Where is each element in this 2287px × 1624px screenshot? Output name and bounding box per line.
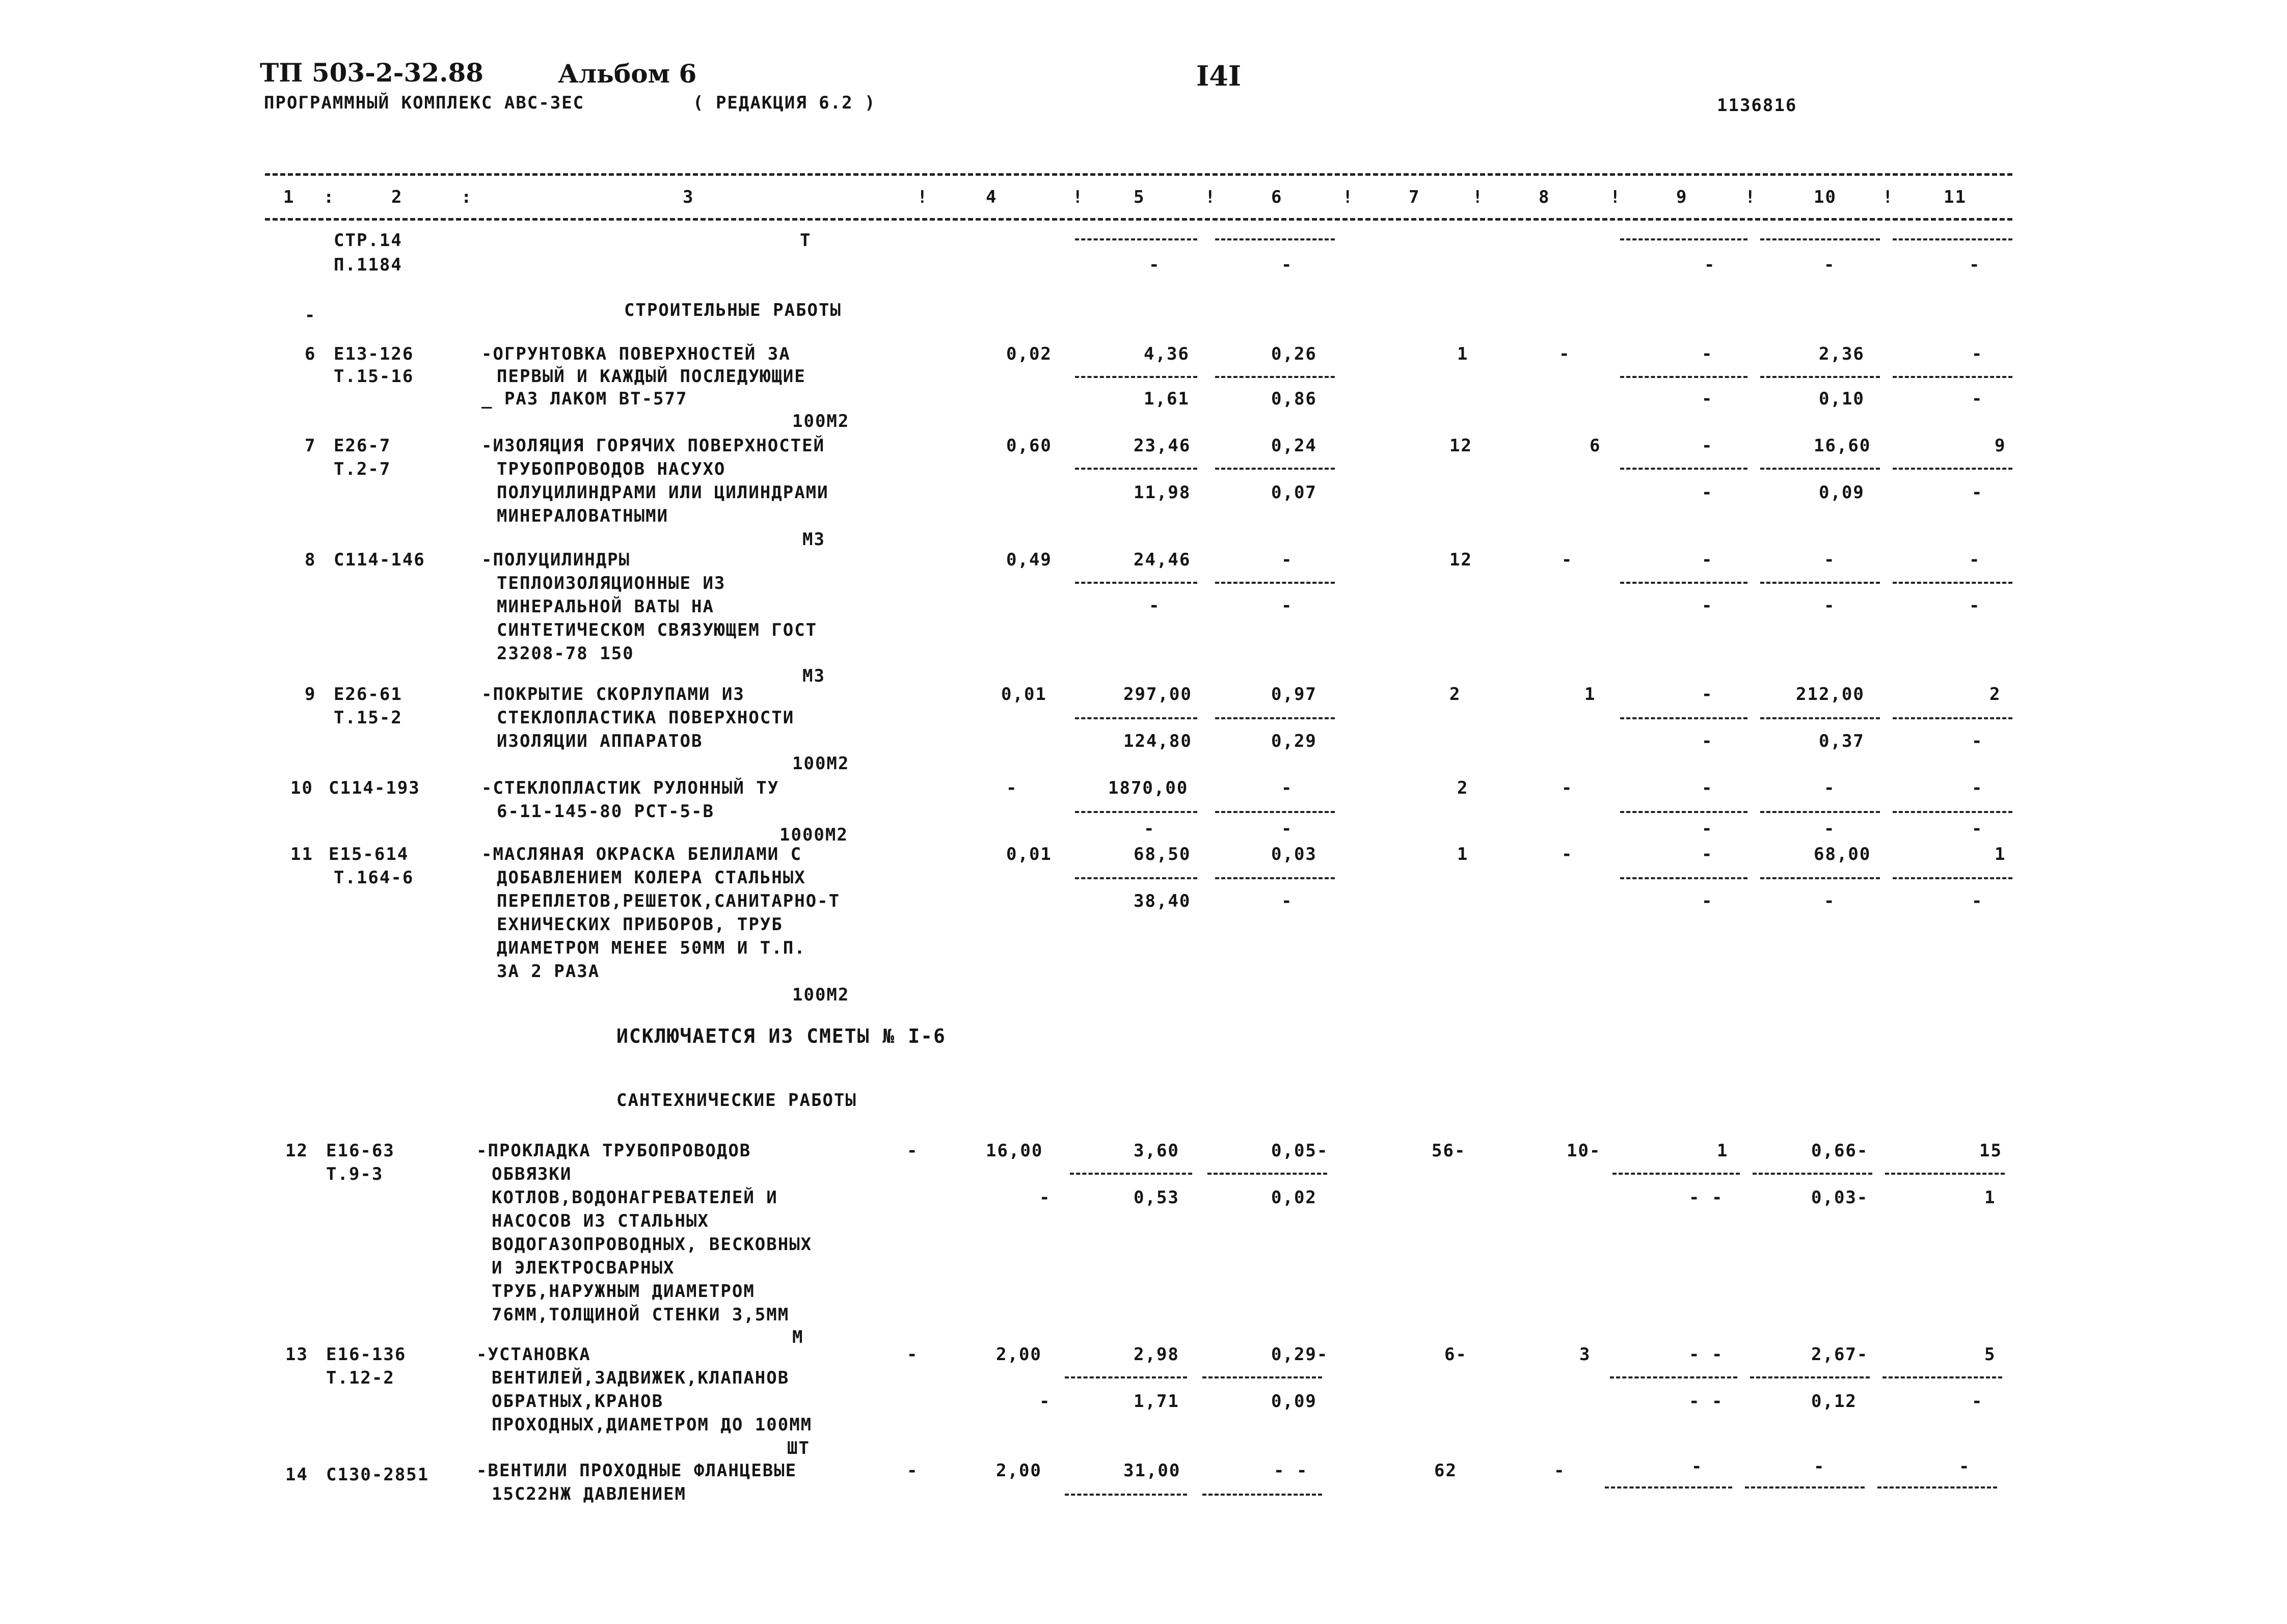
work-description: НАСОСОВ ИЗ СТАЛЬНЫХ bbox=[492, 1211, 709, 1231]
cell-c11-b: - bbox=[1972, 731, 1983, 751]
rule bbox=[1745, 1486, 1865, 1488]
row-number: 11 bbox=[290, 844, 313, 864]
rule bbox=[1620, 717, 1747, 719]
col-sep: ! bbox=[1072, 187, 1084, 207]
row-number: 6 bbox=[305, 344, 316, 364]
cell-c5: 31,00 bbox=[1123, 1460, 1181, 1481]
work-description: И ЭЛЕКТРОСВАРНЫХ bbox=[492, 1258, 675, 1278]
work-description: СТЕКЛОПЛАСТИКА ПОВЕРХНОСТИ bbox=[497, 708, 795, 728]
work-description: -ВЕНТИЛИ ПРОХОДНЫЕ ФЛАНЦЕВЫЕ bbox=[476, 1460, 797, 1481]
cell-c5-b: 124,80 bbox=[1123, 731, 1192, 751]
work-description: 6-11-145-80 РСТ-5-В bbox=[497, 801, 714, 822]
cell-c5-b: 38,40 bbox=[1134, 891, 1191, 911]
quantity: 0,49 bbox=[1006, 550, 1052, 570]
cell-c11-b: - bbox=[1972, 819, 1983, 839]
col-sep: ! bbox=[1882, 187, 1894, 207]
cell-c10: 68,00 bbox=[1814, 844, 1871, 864]
work-description: ТРУБ,НАРУЖНЫМ ДИАМЕТРОМ bbox=[492, 1281, 755, 1302]
cell-c11: - bbox=[1972, 778, 1983, 798]
cell-c6: - bbox=[1281, 778, 1293, 798]
row-number: 9 bbox=[305, 684, 316, 705]
work-description: 76ММ,ТОЛЩИНОЙ СТЕНКИ 3,5ММ bbox=[492, 1305, 790, 1325]
cell-c8: - bbox=[1562, 550, 1573, 570]
cell-c5: 2,98 bbox=[1134, 1344, 1179, 1365]
cell-c6: 0,29- bbox=[1271, 1344, 1329, 1365]
cell-c11: - bbox=[1972, 344, 1983, 364]
rate-code: С130-2851 bbox=[326, 1465, 429, 1485]
work-description: ЕХНИЧЕСКИХ ПРИБОРОВ, ТРУБ bbox=[497, 914, 783, 935]
cell-c11: - bbox=[1969, 550, 1981, 570]
col-sep: ! bbox=[1610, 187, 1622, 207]
cell-c7: 6- bbox=[1444, 1344, 1467, 1365]
quantity: 16,00 bbox=[986, 1141, 1043, 1161]
work-description: -ПРОКЛАДКА ТРУБОПРОВОДОВ bbox=[476, 1141, 751, 1161]
col-sep: ! bbox=[917, 187, 929, 207]
edition-label: ( РЕДАКЦИЯ 6.2 ) bbox=[693, 93, 876, 113]
cell-c5: 3,60 bbox=[1134, 1141, 1179, 1161]
cell-c8: 10- bbox=[1567, 1141, 1601, 1161]
row-number: 13 bbox=[285, 1344, 308, 1365]
rule bbox=[1075, 877, 1197, 879]
rule bbox=[1605, 1486, 1732, 1488]
section-title-plumbing: САНТЕХНИЧЕСКИЕ РАБОТЫ bbox=[616, 1090, 857, 1111]
col-5-header: 5 bbox=[1134, 187, 1145, 207]
work-description: ПОЛУЦИЛИНДРАМИ ИЛИ ЦИЛИНДРАМИ bbox=[497, 482, 829, 503]
rate-code: Е13-126 bbox=[334, 344, 414, 364]
cell-c9: - bbox=[1702, 844, 1713, 864]
col-7-header: 7 bbox=[1409, 187, 1420, 207]
col-6-header: 6 bbox=[1271, 187, 1283, 207]
col-1-header: 1 bbox=[283, 187, 295, 207]
cell-c7: 62 bbox=[1434, 1460, 1457, 1481]
cell-c10-b: 0,09 bbox=[1819, 482, 1865, 503]
quantity: 2,00 bbox=[996, 1460, 1042, 1481]
rate-code: С114-146 bbox=[334, 550, 425, 570]
rate-table-ref: Т.2-7 bbox=[334, 459, 391, 479]
cell-c5: 23,46 bbox=[1134, 436, 1191, 456]
cell-c5: 1870,00 bbox=[1108, 778, 1189, 798]
cell-c5: 297,00 bbox=[1123, 684, 1192, 705]
work-description: ИЗОЛЯЦИИ АППАРАТОВ bbox=[497, 731, 703, 751]
cell-c7: 2 bbox=[1457, 778, 1469, 798]
cell-c7: 12 bbox=[1449, 550, 1472, 570]
cell-c8: - bbox=[1562, 778, 1573, 798]
cell-c6: 0,03 bbox=[1271, 844, 1317, 864]
rule bbox=[1620, 582, 1747, 584]
rule bbox=[1065, 1494, 1187, 1496]
unit-of-measure: 100М2 bbox=[792, 985, 850, 1005]
unit-of-measure: М bbox=[792, 1327, 804, 1347]
cell-c11: - bbox=[1959, 1456, 1971, 1477]
work-description: -ИЗОЛЯЦИЯ ГОРЯЧИХ ПОВЕРХНОСТЕЙ bbox=[481, 436, 825, 456]
rule bbox=[1075, 238, 1197, 240]
col-sep: : bbox=[324, 187, 335, 207]
rule bbox=[1760, 238, 1880, 240]
ref-c5: - bbox=[1149, 255, 1161, 275]
cell-c9: - bbox=[1691, 1456, 1703, 1477]
rule bbox=[1075, 811, 1197, 813]
cell-c9: - bbox=[1702, 684, 1713, 705]
work-description: ПРОХОДНЫХ,ДИАМЕТРОМ ДО 100ММ bbox=[492, 1415, 813, 1435]
rule bbox=[1760, 376, 1880, 378]
cell-c11-b: 1 bbox=[1984, 1187, 1996, 1208]
rule bbox=[1215, 468, 1335, 470]
col-sep: ! bbox=[1205, 187, 1217, 207]
work-description: ДИАМЕТРОМ МЕНЕЕ 50ММ И Т.П. bbox=[497, 938, 806, 958]
col-10-header: 10 bbox=[1814, 187, 1837, 207]
unit-of-measure: 100М2 bbox=[792, 411, 850, 431]
rule bbox=[1760, 811, 1880, 813]
work-description: КОТЛОВ,ВОДОНАГРЕВАТЕЛЕЙ И bbox=[492, 1187, 778, 1208]
cell-c9: - bbox=[1702, 778, 1713, 798]
ref-c11: - bbox=[1969, 255, 1981, 275]
rate-table-ref: Т.9-3 bbox=[326, 1164, 384, 1184]
cell-c10: 16,60 bbox=[1814, 436, 1871, 456]
cell-c6-b: - bbox=[1281, 596, 1293, 616]
ref-page: СТР.14 bbox=[334, 230, 402, 251]
row-mark: - bbox=[1039, 1187, 1051, 1208]
unit-of-measure: ШТ bbox=[787, 1438, 810, 1458]
work-description: 15С22НЖ ДАВЛЕНИЕМ bbox=[492, 1484, 686, 1504]
cell-c9-b: - - bbox=[1689, 1187, 1724, 1208]
work-description: -СТЕКЛОПЛАСТИК РУЛОННЫЙ ТУ bbox=[481, 778, 779, 798]
cell-c5-b: 0,53 bbox=[1134, 1187, 1179, 1208]
section-title-construction: СТРОИТЕЛЬНЫЕ РАБОТЫ bbox=[624, 300, 842, 320]
col-3-header: 3 bbox=[683, 187, 694, 207]
album-label: Альбом 6 bbox=[558, 59, 697, 89]
cell-c11: 5 bbox=[1984, 1344, 1996, 1365]
cell-c7: 1 bbox=[1457, 344, 1469, 364]
rate-table-ref: Т.15-2 bbox=[334, 708, 402, 728]
ref-type: Т bbox=[800, 230, 812, 251]
cell-c9: 1 bbox=[1717, 1141, 1729, 1161]
cell-c10-b: 0,12 bbox=[1811, 1391, 1857, 1412]
cell-c6-b: 0,29 bbox=[1271, 731, 1317, 751]
cell-c9-b: - bbox=[1702, 389, 1713, 409]
cell-c6: 0,05- bbox=[1271, 1141, 1329, 1161]
work-description: ПЕРВЫЙ И КАЖДЫЙ ПОСЛЕДУЮЩИЕ bbox=[497, 366, 806, 387]
work-description: ВЕНТИЛЕЙ,ЗАДВИЖЕК,КЛАПАНОВ bbox=[492, 1368, 790, 1388]
work-description: -УСТАНОВКА bbox=[476, 1344, 591, 1365]
ref-c9: - bbox=[1704, 255, 1716, 275]
rule bbox=[1893, 376, 2012, 378]
cell-c8: - bbox=[1562, 844, 1573, 864]
quantity: 2,00 bbox=[996, 1344, 1042, 1365]
header-rule bbox=[265, 218, 2012, 221]
cell-c9: - bbox=[1702, 550, 1713, 570]
cell-c10-b: - bbox=[1824, 891, 1836, 911]
col-sep: ! bbox=[1745, 187, 1757, 207]
cell-c6-b: 0,09 bbox=[1271, 1391, 1317, 1412]
row-number: 8 bbox=[305, 550, 316, 570]
work-description: ТРУБОПРОВОДОВ НАСУХО bbox=[497, 459, 726, 479]
cell-c8: - bbox=[1559, 344, 1571, 364]
excluded-note: ИСКЛЮЧАЕТСЯ ИЗ СМЕТЫ № I-6 bbox=[616, 1025, 946, 1047]
cell-c11-b: - bbox=[1972, 389, 1983, 409]
rule bbox=[1070, 1173, 1192, 1175]
rule bbox=[1215, 717, 1335, 719]
work-description: -МАСЛЯНАЯ ОКРАСКА БЕЛИЛАМИ С bbox=[481, 844, 802, 864]
work-description: ВОДОГАЗОПРОВОДНЫХ, ВЕСКОВНЫХ bbox=[492, 1234, 813, 1255]
rule bbox=[1885, 1173, 2005, 1175]
cell-c6-b: 0,02 bbox=[1271, 1187, 1317, 1208]
cell-c9-b: - bbox=[1702, 482, 1713, 503]
col-sep: ! bbox=[1472, 187, 1484, 207]
rule bbox=[1207, 1173, 1327, 1175]
cell-c10-b: 0,10 bbox=[1819, 389, 1865, 409]
cell-c7: 56- bbox=[1432, 1141, 1466, 1161]
cell-c9-b: - bbox=[1702, 731, 1713, 751]
cell-c8: - bbox=[1554, 1460, 1566, 1481]
rule bbox=[1075, 582, 1197, 584]
cell-c10-b: - bbox=[1824, 819, 1836, 839]
cell-c11: 9 bbox=[1995, 436, 2006, 456]
col-4-header: 4 bbox=[986, 187, 998, 207]
ref-c6: - bbox=[1281, 255, 1293, 275]
cell-c5-b: 1,61 bbox=[1144, 389, 1190, 409]
unit-of-measure: М3 bbox=[802, 529, 825, 550]
col-sep: ! bbox=[1342, 187, 1354, 207]
rule bbox=[1620, 376, 1747, 378]
rule bbox=[1620, 468, 1747, 470]
cell-c9-b: - bbox=[1702, 596, 1713, 616]
cell-c10-b: 0,03- bbox=[1811, 1187, 1869, 1208]
cell-c9-b: - bbox=[1702, 891, 1713, 911]
cell-c5: 68,50 bbox=[1134, 844, 1191, 864]
cell-c7: 12 bbox=[1449, 436, 1472, 456]
cell-c6-b: 0,86 bbox=[1271, 389, 1317, 409]
cell-c8: 1 bbox=[1584, 684, 1596, 705]
rule bbox=[1877, 1486, 1997, 1488]
cell-c8: 3 bbox=[1579, 1344, 1591, 1365]
cell-c5-b: - bbox=[1144, 819, 1155, 839]
work-description: -ПОКРЫТИЕ СКОРЛУПАМИ ИЗ bbox=[481, 684, 745, 705]
col-2-header: 2 bbox=[391, 187, 403, 207]
rule bbox=[1893, 468, 2012, 470]
rule bbox=[1620, 877, 1747, 879]
rule bbox=[1215, 877, 1335, 879]
row-mark: - bbox=[1039, 1391, 1051, 1412]
cell-c6-b: 0,07 bbox=[1271, 482, 1317, 503]
cell-c10: 2,67- bbox=[1811, 1344, 1869, 1365]
cell-c10: 2,36 bbox=[1819, 344, 1865, 364]
cell-c11-b: - bbox=[1972, 891, 1983, 911]
rate-code: Е26-7 bbox=[334, 436, 391, 456]
rule bbox=[1893, 877, 2012, 879]
rule bbox=[1075, 468, 1197, 470]
top-rule bbox=[265, 173, 2012, 176]
cell-c5-b: - bbox=[1149, 596, 1161, 616]
cell-c10: - bbox=[1814, 1456, 1825, 1477]
quantity: 0,01 bbox=[1001, 684, 1047, 705]
page-number: I4I bbox=[1196, 60, 1242, 92]
section-marker: - bbox=[305, 305, 316, 326]
quantity: 0,60 bbox=[1006, 436, 1052, 456]
work-description: ДОБАВЛЕНИЕМ КОЛЕРА СТАЛЬНЫХ bbox=[497, 868, 806, 888]
cell-c10: - bbox=[1824, 550, 1836, 570]
cell-c6: 0,97 bbox=[1271, 684, 1317, 705]
cell-c7: 1 bbox=[1457, 844, 1469, 864]
rule bbox=[1760, 717, 1880, 719]
ref-item: П.1184 bbox=[334, 255, 402, 275]
unit-of-measure: 1000М2 bbox=[779, 825, 848, 845]
cell-c11: 1 bbox=[1995, 844, 2006, 864]
cell-c10-b: - bbox=[1824, 596, 1836, 616]
rule bbox=[1760, 877, 1880, 879]
rate-table-ref: Т.164-6 bbox=[334, 868, 414, 888]
row-number: 14 bbox=[285, 1465, 308, 1485]
work-description: ТЕПЛОИЗОЛЯЦИОННЫЕ ИЗ bbox=[497, 573, 726, 593]
rate-code: Е16-136 bbox=[326, 1344, 407, 1365]
rate-code: С114-193 bbox=[329, 778, 420, 798]
col-11-header: 11 bbox=[1944, 187, 1967, 207]
col-sep: : bbox=[461, 187, 473, 207]
rule bbox=[1620, 811, 1747, 813]
cell-c6: 0,26 bbox=[1271, 344, 1317, 364]
rule bbox=[1610, 1376, 1737, 1378]
quantity: 0,02 bbox=[1006, 344, 1052, 364]
row-number: 10 bbox=[290, 778, 313, 798]
rule bbox=[1202, 1494, 1322, 1496]
rule bbox=[1215, 376, 1335, 378]
cell-c6-b: - bbox=[1281, 891, 1293, 911]
work-description: ЗА 2 РАЗА bbox=[497, 961, 600, 982]
rule bbox=[1753, 1173, 1872, 1175]
cell-c11: 15 bbox=[1979, 1141, 2002, 1161]
work-description: ОБВЯЗКИ bbox=[492, 1164, 572, 1184]
rate-code: Е16-63 bbox=[326, 1141, 395, 1161]
cell-c10-b: 0,37 bbox=[1819, 731, 1865, 751]
col-9-header: 9 bbox=[1676, 187, 1688, 207]
cell-c7: 2 bbox=[1449, 684, 1461, 705]
ref-c10: - bbox=[1824, 255, 1836, 275]
cell-c9: - bbox=[1702, 344, 1713, 364]
work-description: ПЕРЕПЛЕТОВ,РЕШЕТОК,САНИТАРНО-Т bbox=[497, 891, 841, 911]
unit-of-measure: М3 bbox=[802, 666, 825, 686]
cell-c5: 4,36 bbox=[1144, 344, 1190, 364]
cell-c8: 6 bbox=[1590, 436, 1601, 456]
rule bbox=[1882, 1376, 2002, 1378]
doc-code: ТП 503-2-32.88 bbox=[260, 58, 484, 88]
cell-c9-b: - bbox=[1702, 819, 1713, 839]
document-id: 1136816 bbox=[1717, 95, 1797, 116]
row-mark: - bbox=[907, 1141, 919, 1161]
row-number: 12 bbox=[285, 1141, 308, 1161]
rule bbox=[1202, 1376, 1322, 1378]
row-mark: - bbox=[907, 1460, 919, 1481]
cell-c11: 2 bbox=[1989, 684, 2001, 705]
row-number: 7 bbox=[305, 436, 316, 456]
rate-code: Е26-61 bbox=[334, 684, 402, 705]
rule bbox=[1893, 238, 2012, 240]
rate-code: Е15-614 bbox=[329, 844, 409, 864]
work-description: МИНЕРАЛЬНОЙ ВАТЫ НА bbox=[497, 597, 714, 617]
cell-c11-b: - bbox=[1969, 596, 1981, 616]
work-description: 23208-78 150 bbox=[497, 643, 634, 664]
cell-c9: - - bbox=[1689, 1344, 1724, 1365]
work-description: -ОГРУНТОВКА ПОВЕРХНОСТЕЙ ЗА bbox=[481, 344, 791, 364]
cell-c5-b: 11,98 bbox=[1134, 482, 1191, 503]
cell-c10: 0,66- bbox=[1811, 1141, 1869, 1161]
rate-table-ref: Т.12-2 bbox=[326, 1368, 395, 1388]
program-name: ПРОГРАММНЫЙ КОМПЛЕКС АВС-3ЕС bbox=[264, 93, 585, 113]
rule bbox=[1612, 1173, 1740, 1175]
cell-c10: 212,00 bbox=[1796, 684, 1865, 705]
cell-c5-b: 1,71 bbox=[1134, 1391, 1179, 1412]
rule bbox=[1893, 717, 2012, 719]
work-description: МИНЕРАЛОВАТНЫМИ bbox=[497, 506, 669, 526]
work-description: _ РАЗ ЛАКОМ ВТ-577 bbox=[481, 389, 688, 409]
quantity: 0,01 bbox=[1006, 844, 1052, 864]
cell-c11-b: - bbox=[1972, 482, 1983, 503]
work-description: ОБРАТНЫХ,КРАНОВ bbox=[492, 1391, 664, 1412]
row-mark: - bbox=[907, 1344, 919, 1365]
cell-c6: - bbox=[1281, 550, 1293, 570]
rule bbox=[1065, 1376, 1187, 1378]
cell-c9-b: - - bbox=[1689, 1391, 1724, 1412]
rule bbox=[1215, 238, 1335, 240]
rule bbox=[1893, 582, 2012, 584]
rule bbox=[1760, 468, 1880, 470]
cell-c10: - bbox=[1824, 778, 1836, 798]
col-8-header: 8 bbox=[1539, 187, 1550, 207]
quantity: - bbox=[1006, 778, 1018, 798]
cell-c6-b: - bbox=[1281, 819, 1293, 839]
rule bbox=[1893, 811, 2012, 813]
cell-c9: - bbox=[1702, 436, 1713, 456]
rate-table-ref: Т.15-16 bbox=[334, 366, 414, 387]
rule bbox=[1620, 238, 1747, 240]
cell-c6: - - bbox=[1274, 1460, 1308, 1481]
work-description: -ПОЛУЦИЛИНДРЫ bbox=[481, 550, 631, 570]
cell-c5: 24,46 bbox=[1134, 550, 1191, 570]
rule bbox=[1075, 717, 1197, 719]
cell-c6: 0,24 bbox=[1271, 436, 1317, 456]
unit-of-measure: 100М2 bbox=[792, 753, 850, 774]
rule bbox=[1215, 582, 1335, 584]
rule bbox=[1215, 811, 1335, 813]
rule bbox=[1760, 582, 1880, 584]
rule bbox=[1750, 1376, 1870, 1378]
work-description: СИНТЕТИЧЕСКОМ СВЯЗУЮЩЕМ ГОСТ bbox=[497, 620, 818, 640]
cell-c11-b: - bbox=[1972, 1391, 1983, 1412]
rule bbox=[1075, 376, 1197, 378]
